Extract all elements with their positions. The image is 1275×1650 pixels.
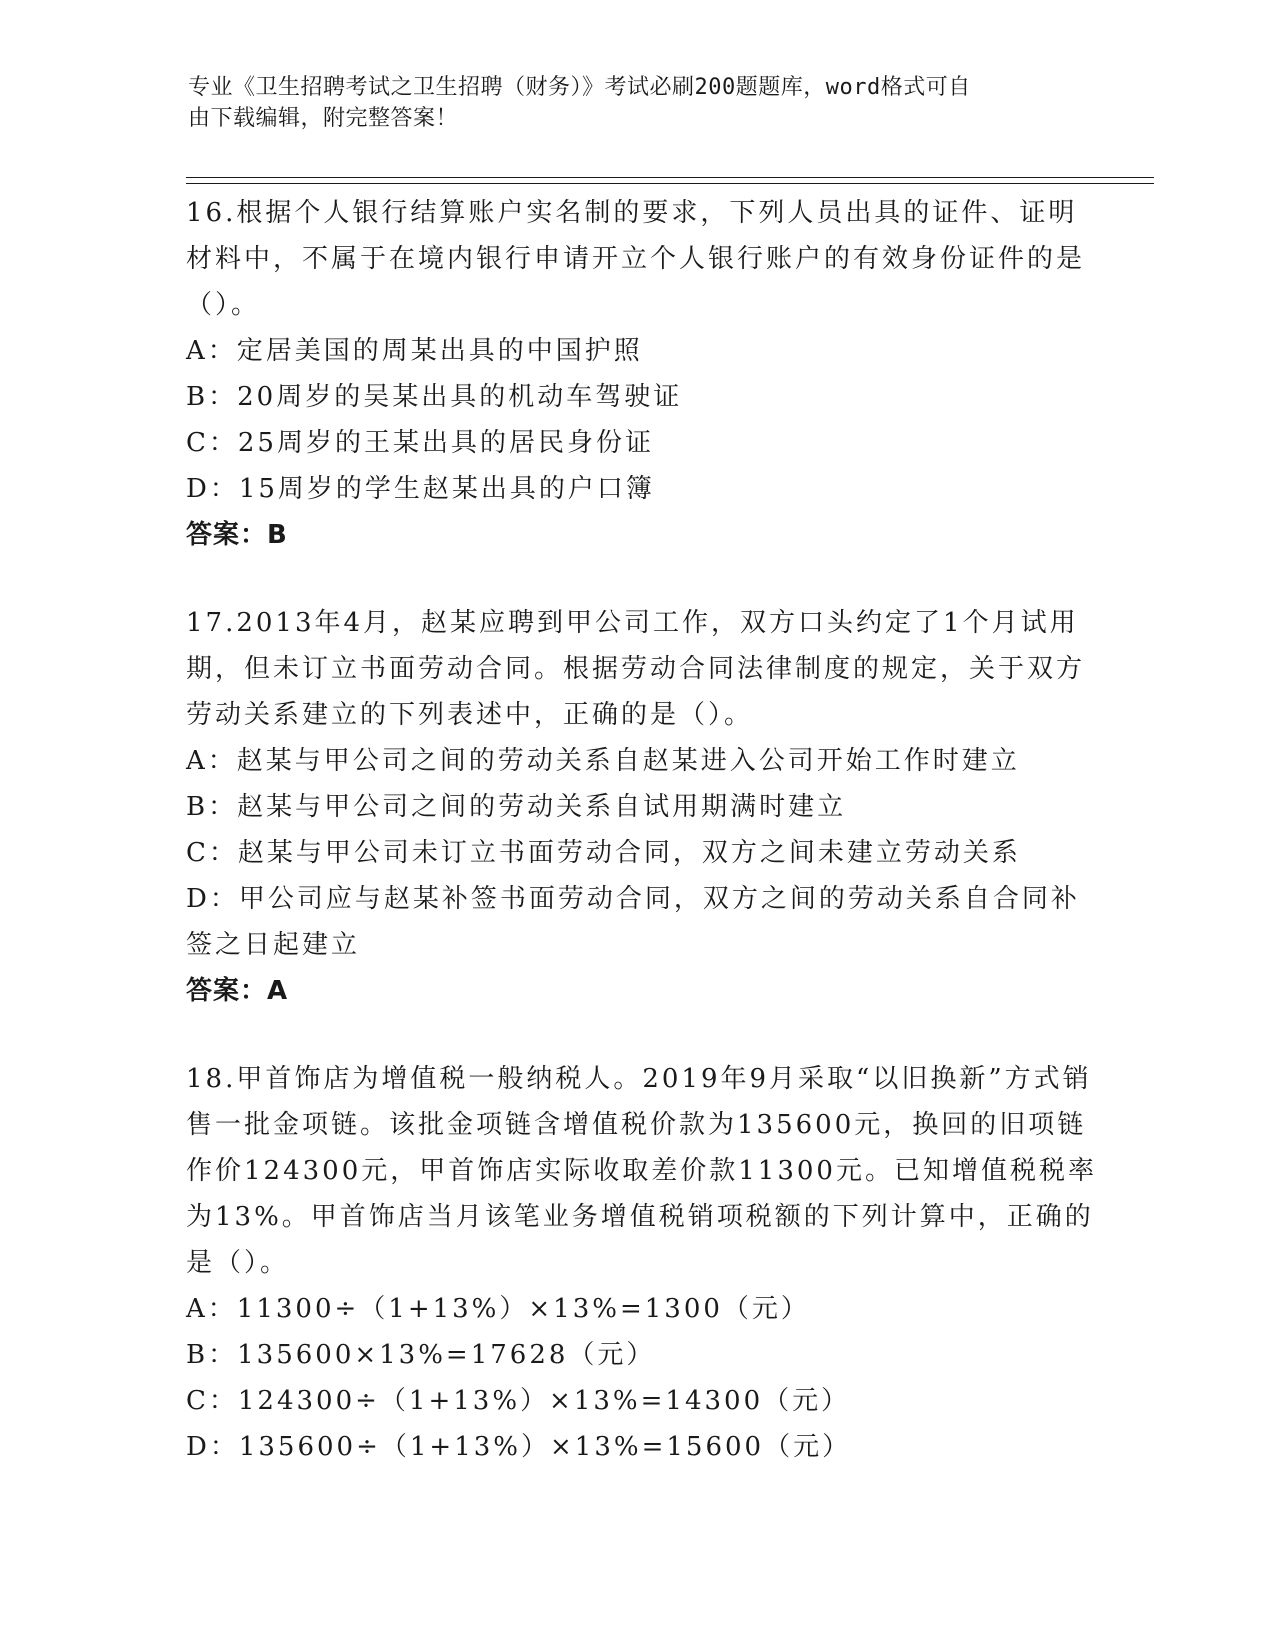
header-line-2: 由下载编辑，附完整答案！ xyxy=(188,106,459,131)
header-divider-bottom xyxy=(186,183,1154,184)
answer-label: 答案：A xyxy=(186,976,289,1006)
question-list xyxy=(186,190,1106,1512)
question-text: 17.2013年4月，赵某应聘到甲公司工作，双方口头约定了1个月试用期，但未订立书面劳动合同。根据劳动合同法律制度的规定，关于双方劳动关系建立的下列表述中，正确的是（）。 xyxy=(186,608,1086,730)
option-c: C：25周岁的王某出具的居民身份证 xyxy=(186,428,654,458)
option-d: D：甲公司应与赵某补签书面劳动合同，双方之间的劳动关系自合同补签之日起建立 xyxy=(186,884,1080,960)
question-17 xyxy=(186,600,1106,1014)
header-line-1: 专业《卫生招聘考试之卫生招聘（财务）》考试必刷200题题库，word格式可自 xyxy=(188,75,971,100)
question-text: 18.甲首饰店为增值税一般纳税人。2019年9月采取“以旧换新”方式销售一批金项链。该批金项链含增值税价款为135600元，换回的旧项链作价124300元，甲首饰店实际收取差价款11300元。已知增值税税率为13%。甲首饰店当月该笔业务增值税销项税额的下列计算中，正确的是（）。 xyxy=(186,1064,1097,1278)
option-b: B：赵某与甲公司之间的劳动关系自试用期满时建立 xyxy=(186,792,847,822)
option-c: C：赵某与甲公司未订立书面劳动合同，双方之间未建立劳动关系 xyxy=(186,838,1021,868)
option-d: D：15周岁的学生赵某出具的户口簿 xyxy=(186,474,655,504)
option-d: D：135600÷（1+13%）×13%=15600（元） xyxy=(186,1432,852,1462)
question-16 xyxy=(186,190,1106,558)
header-divider-top xyxy=(186,177,1154,178)
option-b: B：135600×13%=17628（元） xyxy=(186,1340,656,1370)
option-b: B：20周岁的吴某出具的机动车驾驶证 xyxy=(186,382,683,412)
option-c: C：124300÷（1+13%）×13%=14300（元） xyxy=(186,1386,851,1416)
question-18 xyxy=(186,1056,1106,1470)
question-text: 16.根据个人银行结算账户实名制的要求，下列人员出具的证件、证明材料中，不属于在境内银行申请开立个人银行账户的有效身份证件的是（）。 xyxy=(186,198,1086,320)
option-a: A：11300÷（1+13%）×13%=1300（元） xyxy=(186,1294,810,1324)
document-header xyxy=(188,72,1088,134)
option-a: A：赵某与甲公司之间的劳动关系自赵某进入公司开始工作时建立 xyxy=(186,746,1020,776)
answer-label: 答案：B xyxy=(186,520,288,550)
option-a: A：定居美国的周某出具的中国护照 xyxy=(186,336,643,366)
